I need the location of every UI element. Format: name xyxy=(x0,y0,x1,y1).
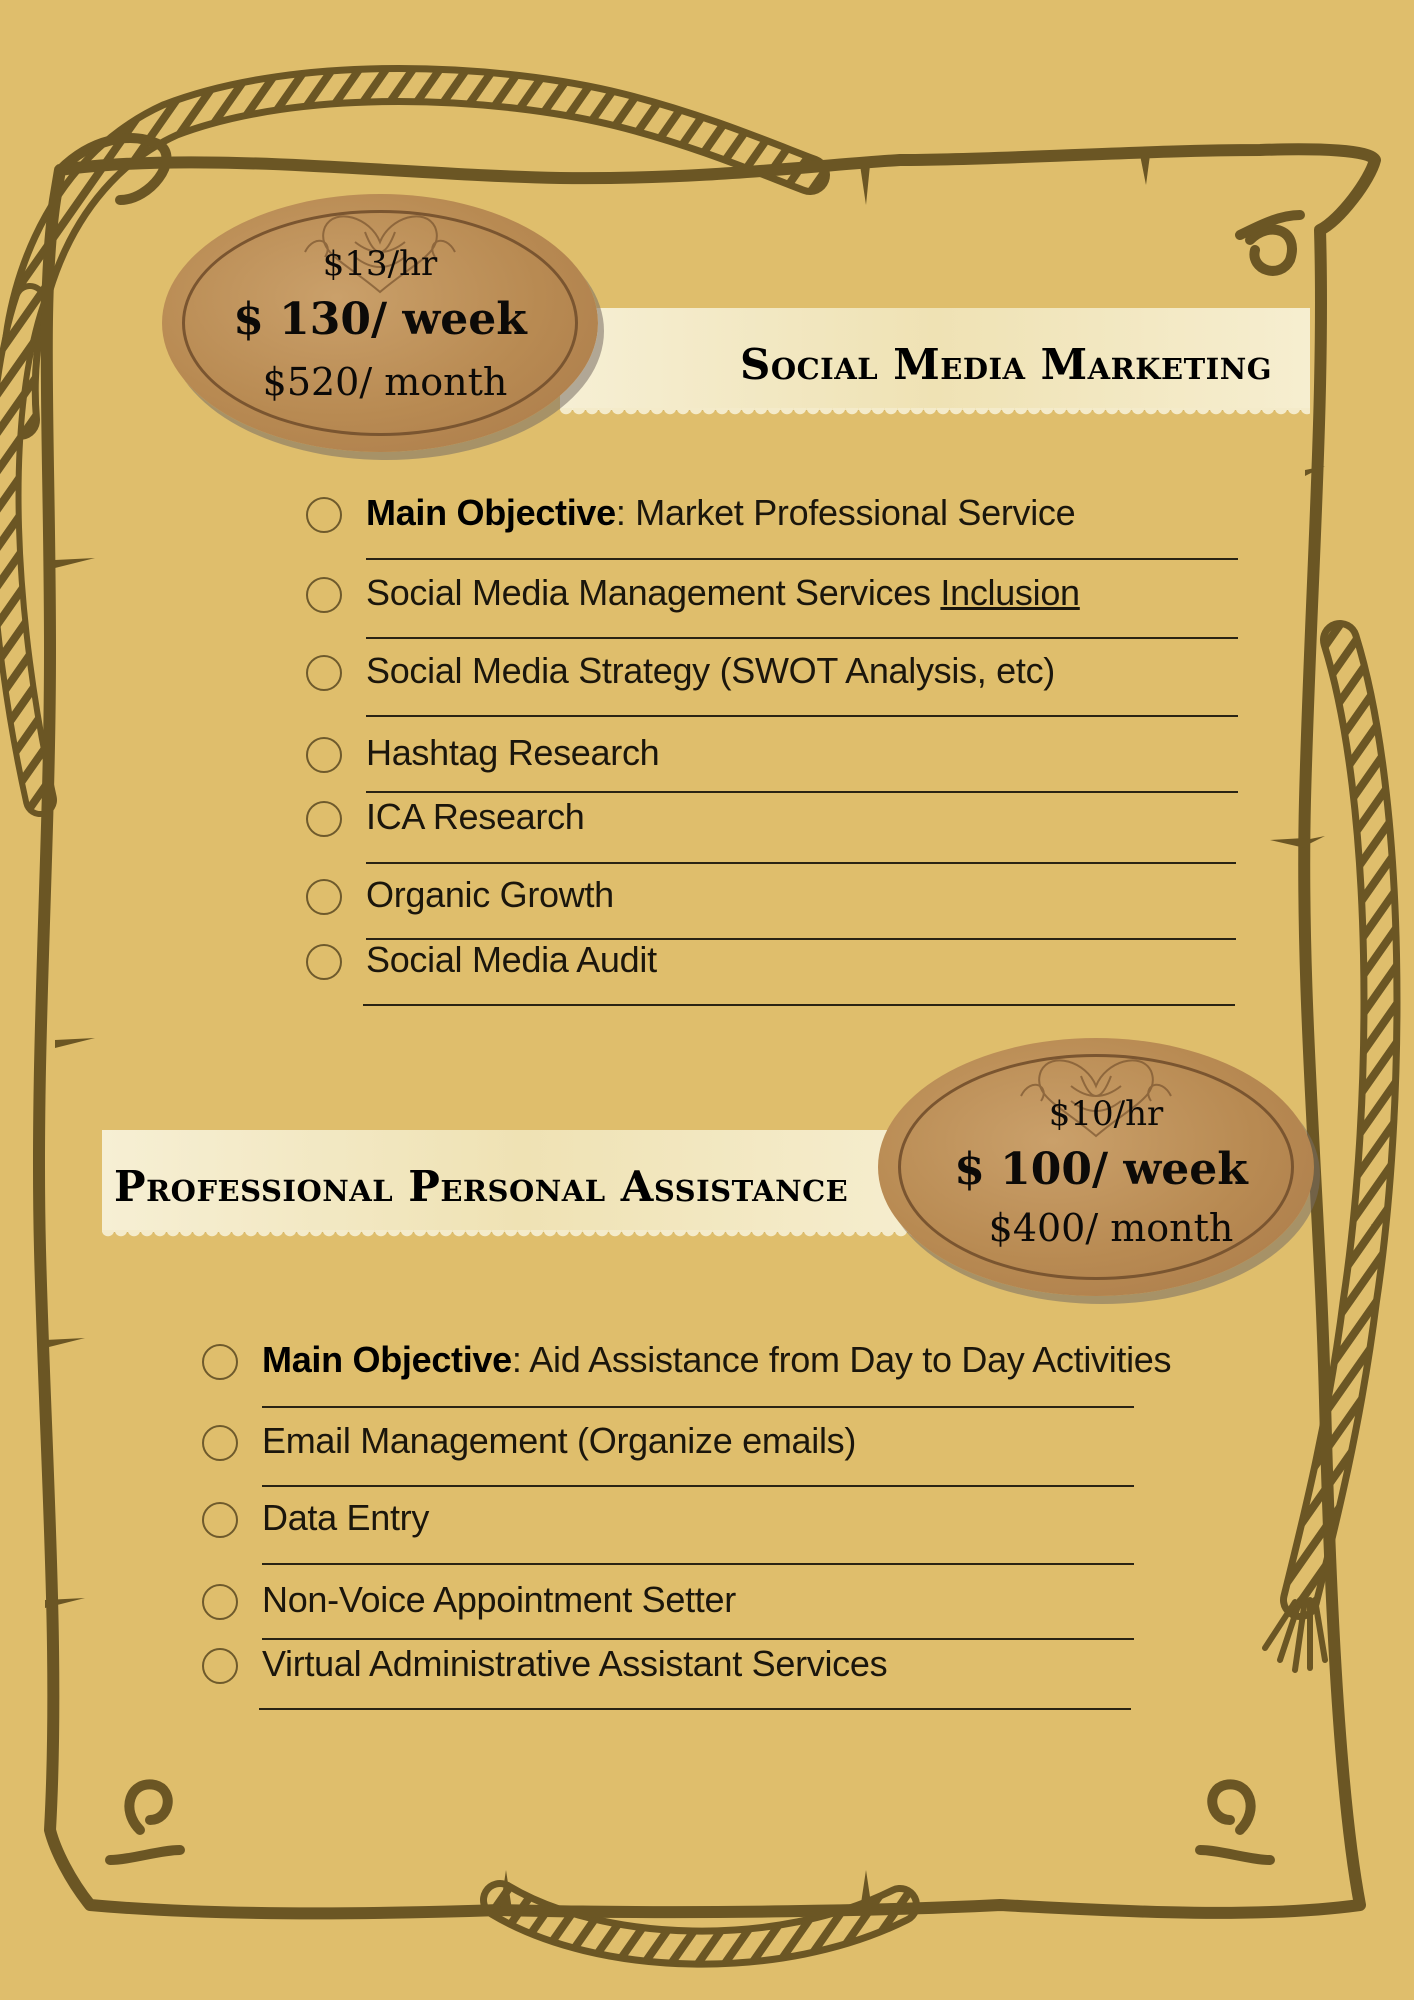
item-label: ICA Research xyxy=(366,796,585,837)
item-label: Social Media Management Services xyxy=(366,572,941,613)
item-label: Data Entry xyxy=(262,1497,430,1538)
divider-line xyxy=(262,1406,1134,1408)
section1-price-month: $520/ month xyxy=(262,360,508,404)
circle-bullet-icon xyxy=(306,577,342,613)
circle-bullet-icon xyxy=(306,497,342,533)
section2-banner xyxy=(102,1130,942,1232)
divider-line xyxy=(262,1638,1134,1640)
circle-bullet-icon xyxy=(202,1502,238,1538)
item-label: : Market Professional Service xyxy=(615,492,1076,533)
divider-line xyxy=(366,791,1238,793)
section1-price-badge xyxy=(162,194,598,452)
item-label: Non-Voice Appointment Setter xyxy=(262,1579,736,1620)
section2-price-hour: $10/hr xyxy=(1048,1094,1164,1134)
section1-price-hour: $13/hr xyxy=(322,244,438,284)
divider-line xyxy=(366,715,1238,717)
divider-line xyxy=(366,637,1238,639)
divider-line xyxy=(259,1708,1131,1710)
divider-line xyxy=(262,1563,1134,1565)
circle-bullet-icon xyxy=(306,737,342,773)
circle-bullet-icon xyxy=(306,655,342,691)
item-label: Social Media Audit xyxy=(366,939,657,980)
circle-bullet-icon xyxy=(306,944,342,980)
item-label: Hashtag Research xyxy=(366,732,660,773)
section1-title: Social Media Marketing xyxy=(739,340,1272,389)
divider-line xyxy=(366,558,1238,560)
item-label: Email Management (Organize emails) xyxy=(262,1420,857,1461)
section2-title: Professional Personal Assistance xyxy=(114,1162,849,1211)
circle-bullet-icon xyxy=(306,879,342,915)
circle-bullet-icon xyxy=(306,801,342,837)
divider-line xyxy=(366,862,1236,864)
divider-line xyxy=(363,1004,1235,1006)
circle-bullet-icon xyxy=(202,1584,238,1620)
divider-line xyxy=(262,1485,1134,1487)
section1-price-week: $ 130/ week xyxy=(233,294,527,345)
item-label: : Aid Assistance from Day to Day Activities xyxy=(511,1339,1172,1380)
section2-price-week: $ 100/ week xyxy=(954,1144,1248,1195)
section1-banner xyxy=(560,308,1310,410)
circle-bullet-icon xyxy=(202,1648,238,1684)
circle-bullet-icon xyxy=(202,1425,238,1461)
item-label: Virtual Administrative Assistant Services xyxy=(262,1643,888,1684)
section2-price-badge xyxy=(878,1038,1314,1296)
item-label: Social Media Strategy (SWOT Analysis, etc) xyxy=(366,650,1055,691)
item-bold-label: Main Objective xyxy=(262,1339,512,1380)
circle-bullet-icon xyxy=(202,1344,238,1380)
item-label: Organic Growth xyxy=(366,874,614,915)
item-underlined-label: Inclusion xyxy=(940,572,1080,613)
item-bold-label: Main Objective xyxy=(366,492,616,533)
section2-price-month: $400/ month xyxy=(988,1206,1234,1250)
